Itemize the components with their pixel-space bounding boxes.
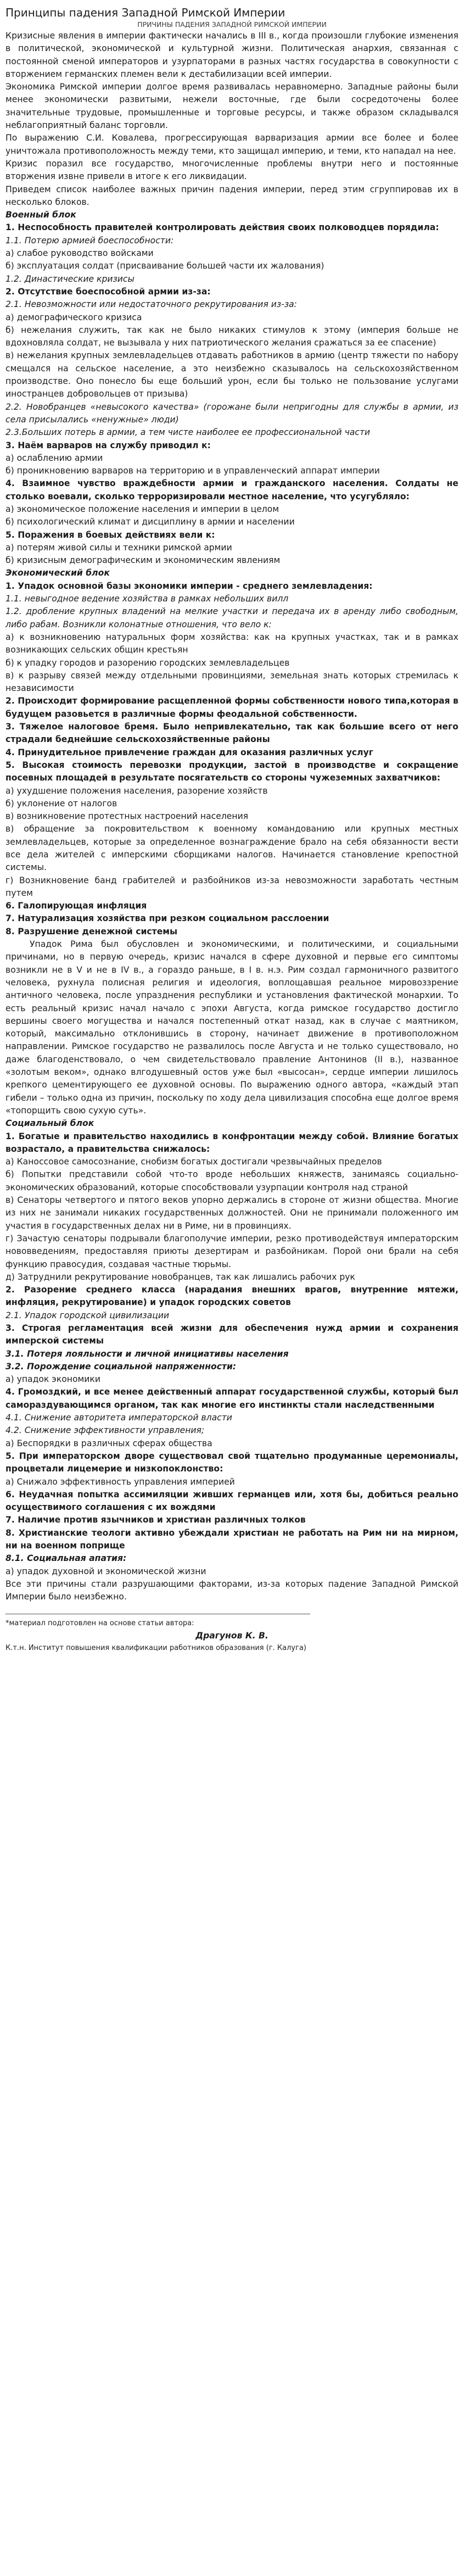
list-item: 1.2. Династические кризисы (5, 274, 135, 284)
footnote: *материал подготовлен на основе статьи автора: (5, 1619, 194, 1627)
list-item: 4.1. Снижение авторитета императорской власти (5, 1413, 232, 1423)
list-heading-item: 4. Громоздкий, и все менее действенный аппарат государственной службы, который был самораздувающимся органом, так как многие его инстинкты стали наследственными (5, 1387, 458, 1410)
list-item: а) Беспорядки в различных сферах общества (5, 1438, 212, 1448)
list-item: 2.1. Упадок городской цивилизации (5, 1310, 170, 1320)
military-block-list (5, 221, 458, 567)
list-heading-item: 3. Тяжелое налоговое бремя. Было непривлекательно, так как большие всего от него страдали беднейшие сельскохозяйственные районы (5, 722, 458, 745)
list-heading-item: 2. Отсутствие боеспособной армии из-за: (5, 286, 211, 297)
conclusion: Все эти причины стали разрушающими факторами, из-за которых падение Западной Римской Империи было неизбежно. (5, 1579, 458, 1602)
list-item: 2.1. Невозможности или недостаточного рекрутирования из-за: (5, 299, 297, 310)
list-item: б) эксплуатация солдат (присваивание большей части их жалования) (5, 261, 324, 271)
intro-paragraph: Экономика Римской империи долгое время развивалась неравномерно. Западные районы были менее экономически развитыми, нежели восточные, где были сосредоточены более значительные трудовые, промышленные и торговые ресурсы, и также образом складывался неблагоприятный баланс торговли. (5, 82, 458, 131)
list-heading-item: 5. При императорском дворе существовал свой тщательно продуманные церемониалы, процветали лицемерие и низкопоклонство: (5, 1451, 458, 1474)
author-affiliation: К.т.н. Институт повышения квалификации работников образования (г. Калуга) (5, 1643, 306, 1652)
list-item: б) Попытки представили собой что-то вроде небольших княжеств, занимаясь социально-экономических образований, которые способствовали узурпации контроля над страной (5, 1169, 458, 1192)
list-item: б) проникновению варваров на территорию и в управленческий аппарат империи (5, 466, 380, 476)
list-heading-item: 5. Высокая стоимость перевозки продукции, застой в производстве и сокращение посевных площадей в результате посягательств со стороны чужеземных захватчиков: (5, 760, 458, 783)
list-heading-item: 6. Неудачная попытка ассимиляции живших германцев или, хотя бы, добиться реально осуществимого соглашения с их вождями (5, 1489, 458, 1513)
list-item: а) к возникновению натуральных форм хозяйства: как на крупных участках, так и в рамках возникающих сельских общин крестьян (5, 632, 458, 655)
page-title: Принципы падения Западной Римской Империи (5, 6, 285, 19)
list-item: а) потерям живой силы и техники римской армии (5, 542, 232, 553)
list-item: в) к разрыву связей между отдельными провинциями, земельная знать которых стремилась к независимости (5, 670, 458, 694)
social-block-heading: Социальный блок (5, 1118, 94, 1129)
list-item: а) упадок духовной и экономической жизни (5, 1566, 206, 1576)
list-heading-item: 7. Наличие против язычников и христиан различных толков (5, 1515, 306, 1525)
list-item: в) нежелания крупных землевладельцев отдавать работников в армию (центр тяжести по набору смещался на сельское население, а это неизбежно сказывалось на сельскохозяйственном производстве. Оно понесло бы еще больший урон, если бы только не пользование услугами иностранцев добровольцев от призыва) (5, 350, 458, 399)
economic-essay: Упадок Рима был обусловлен и экономическими, и политическими, и социальными причинами, но в первую очередь, кризис начался в сфере духовной и первые его симптомы возникли не в V и не в IV в., а гораздо раньше, в I в. н.э. Рим создал гармоничного развитого человека, рухнула полисная религия и идеология, воплощавшая реальное мировоззрение античного человека, после упразднения республики и установления фактической монархии. То есть реальный кризис начал начало с эпохи Августа, когда римское государство достигло вершины своего могущества и начался постепенный откат назад, как в случае с маятником, который, максимально отклонившись в сторону, начинает движение в противоположном направлении. Римское государство не развалилось после Августа и не только существовало, но даже благоденствовало, о чем свидетельствовало правление Антонинов (II в.), названное «золотым веком», однако влгодушевный остов уже был «высосан», сердце империи лишилось крепкого цементирующего ее духовной основы. По выражению одного автора, «каждый этап гибели – только одна из причин, поскольку по ходу дела цивилизация способна еще долгое время «топорщить свою сухую суть». (5, 939, 458, 1116)
list-item: в) Сенаторы четвертого и пятого веков упорно держались в стороне от жизни общества. Многие из них не занимали никаких государственных должностей. Они не принимали положенного им участия в государственных делах ни в Риме, ни в провинциях. (5, 1195, 458, 1231)
list-item: в) обращение за покровительством к военному командованию или крупных местных землевладельцев, которые за определенное вознаграждение брало на себя обязанности вести все дела жителей с имперскими сборщиками налогов. Начинается становление крепостной системы. (5, 824, 458, 873)
list-item: в) возникновение протестных настроений населения (5, 811, 249, 822)
list-item: а) Снижало эффективность управления империей (5, 1476, 235, 1487)
list-item: 1.1. Потерю армией боеспособности: (5, 235, 174, 246)
list-item: 3.1. Потеря лояльности и личной инициативы населения (5, 1348, 289, 1359)
page-subtitle: ПРИЧИНЫ ПАДЕНИЯ ЗАПАДНОЙ РИМСКОЙ ИМПЕРИИ (137, 20, 327, 29)
list-item: а) экономическое положение населения и империи в целом (5, 504, 279, 514)
list-heading-item: 3. Наём варваров на службу приводил к: (5, 440, 211, 450)
intro-paragraph: По выражению С.И. Ковалева, прогрессирующая варваризация армии все более и более уничтожала противоположность между теми, кто защищал империю, и теми, кто нападал на нее. (5, 133, 458, 156)
list-item: д) Затруднили рекрутирование новобранцев, так как лишались рабочих рук (5, 1272, 355, 1282)
intro-section (5, 30, 458, 209)
list-item: а) упадок экономики (5, 1374, 100, 1385)
list-item: 1.1. невыгодное ведение хозяйства в рамках небольших вилл (5, 594, 289, 604)
list-item: б) нежелания служить, так как не было никаких стимулов к этому (империя больше не вдохновляла солдат, не вызывала у них патриотического желания сражаться за ее спасение) (5, 325, 458, 348)
list-item: а) ослаблению армии (5, 453, 103, 463)
list-item: 2.3.Больших потерь в армии, а тем чисте наиболее ее профессиональной части (5, 427, 371, 438)
military-block-heading: Военный блок (5, 210, 76, 220)
list-heading-item: 7. Натурализация хозяйства при резком социальном расслоении (5, 913, 329, 924)
list-heading-item: 1. Богатые и правительство находились в конфронтации между собой. Влияние богатых возрастало, а правительства снижалось: (5, 1131, 458, 1154)
author-name: Драгунов К. В. (195, 1630, 268, 1641)
list-item: б) психологический климат и дисциплину в армии и населении (5, 517, 295, 527)
list-heading-item: 4. Принудительное привлечение граждан для оказания различных услуг (5, 747, 373, 757)
list-item: г) Зачастую сенаторы подрывали благополучие империи, резко противодействуя императорским нововведениям, предоставляя приюты дезертирам и разбойникам. Порой они брали на себя функцию правосудия, создавая частные тюрьмы. (5, 1233, 458, 1269)
list-heading-item: 6. Галопирующая инфляция (5, 901, 147, 911)
list-item: 3.2. Порождение социальной напряженности: (5, 1361, 237, 1371)
list-item: 4.2. Снижение эффективности управления; (5, 1425, 205, 1436)
intro-paragraph: Приведем список наиболее важных причин падения империи, перед этим сгруппировав их в несколько блоков. (5, 184, 458, 207)
list-item: а) ухудшение положения населения, разорение хозяйств (5, 785, 268, 796)
list-item: а) Каноссовое самосознание, снобизм богатых достигали чрезвычайных пределов (5, 1157, 382, 1167)
list-heading-item: 1. Неспособность правителей контролировать действия своих полководцев порядила: (5, 222, 439, 233)
list-item: 8.1. Социальная апатия: (5, 1553, 127, 1564)
list-item: а) слабое руководство войсками (5, 248, 154, 259)
list-heading-item: 3. Строгая регламентация всей жизни для обеспечения нужд армии и сохранения имперской системы (5, 1323, 458, 1346)
list-item: г) Возникновение банд грабителей и разбойников из-за невозможности заработать честным путем (5, 875, 458, 898)
list-item: б) уклонение от налогов (5, 798, 117, 809)
list-item: б) кризисным демографическим и экономическим явлениям (5, 555, 281, 566)
list-heading-item: 1. Упадок основной базы экономики империи - среднего землевладения: (5, 581, 373, 591)
list-heading-item: 8. Разрушение денежной системы (5, 926, 178, 936)
intro-paragraph: Кризисные явления в империи фактически начались в III в., когда произошли глубокие изменения в политической, экономической и культурной жизни. Политическая анархия, связанная с постоянной сменой императоров и узурпаторами в разных частях государства в совокупности с вторжением германских племен вели к дестабилизации всей империи. (5, 31, 458, 79)
economic-block-heading: Экономический блок (5, 568, 110, 578)
list-item: б) к упадку городов и разорению городских землевладельцев (5, 657, 290, 668)
list-item: а) демографического кризиса (5, 312, 142, 322)
list-item: 1.2. дробление крупных владений на мелкие участки и передача их в аренду либо свободным, либо рабам. Возникли колонатные отношения, что вело к: (5, 606, 458, 629)
economic-block-list (5, 580, 458, 938)
list-heading-item: 8. Христианские теологи активно убеждали христиан не работать на Рим ни на мирном, ни на военном поприще (5, 1527, 458, 1551)
list-item: 2.2. Новобранцев «невысокого качества» (горожане были непригодны для службы в армии, из села присылались «ненужные» люди) (5, 402, 458, 425)
list-heading-item: 2. Происходит формирование расщепленной формы собственности нового типа,которая в будущем разовьется в различные формы феодальной собственности. (5, 696, 458, 719)
social-block-list (5, 1130, 458, 1578)
list-heading-item: 4. Взаимное чувство враждебности армии и гражданского населения. Солдаты не столько воевали, сколько терроризировали местное население, что усугубляло: (5, 478, 458, 501)
list-heading-item: 2. Разорение среднего класса (нарадания внешних врагов, внутренние мятежи, инфляция, рекрутирование) и упадок городских советов (5, 1285, 458, 1308)
list-heading-item: 5. Поражения в боевых действиях вели к: (5, 529, 215, 540)
intro-paragraph: Кризис поразил все государство, многочисленные проблемы внутри него и постоянные вторжения извне привели в итоге к его ликвидации. (5, 158, 458, 182)
